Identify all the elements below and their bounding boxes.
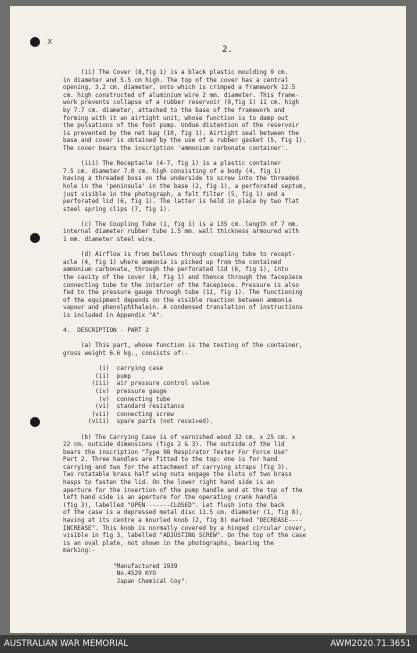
body-text — [63, 69, 407, 585]
text-line: cm. high constructed of aluminium wire 2 mm. diameter. This frame- — [63, 91, 299, 99]
text-line: Part 2. Three handles are fitted to the top: one is for hand — [63, 456, 278, 464]
text-line: in diameter and 5.5 cm high. The top of the cover has a central — [63, 76, 289, 84]
text-line: is prevented by the net bag (10, fig 1). Airtight seal between the — [63, 129, 299, 137]
text-line: The cover bears the inscription 'ammonium carbonate container'. — [63, 144, 289, 152]
text-line: hole in the 'peninsula' in the base (2, fig 1), a perforated septum, — [63, 182, 307, 190]
text-line — [63, 244, 407, 252]
text-line: opening, 3.2 cm. diameter, onto which is crimped a framework 12.5 — [63, 84, 296, 92]
footer-bar — [0, 635, 417, 653]
footer-source: AUSTRALIAN WAR MEMORIAL — [4, 639, 129, 649]
text-line: of the equipment depends on the visible reaction between ammonia — [63, 296, 292, 304]
text-line — [63, 555, 407, 563]
text-line: by 7.7 cm. diameter, attached to the base of the framework and — [63, 106, 285, 114]
text-line: just visible in the photograph, a felt filter (5, fig 1) and a — [63, 190, 285, 198]
text-line: (d) Airflow is from bellows through coupling tube to recept- — [63, 251, 296, 259]
punch-hole — [30, 417, 40, 427]
text-line: (viii) spare parts (not received). — [63, 418, 214, 426]
text-line: having at its centre a knurled knob (2, fig 8) marked "DECREASE---- — [63, 517, 303, 525]
text-line: (i) carrying case — [63, 365, 164, 373]
page-number: 2. — [222, 45, 233, 55]
text-line: vapour and phenolphthalein. A condensed translation of instructions — [63, 304, 303, 312]
text-line — [63, 335, 407, 343]
text-line: bears the inscription "Type 98 Respirator Tester For Force Use" — [63, 448, 289, 456]
text-line: (iv) pressure gauge — [63, 387, 167, 395]
text-line: (b) The Carrying Case is of varnished wood 32 cm. x 25 cm. x — [63, 433, 296, 441]
text-line: aperture for the insertion of the pump handle and at the top of the — [63, 486, 303, 494]
text-line: left hand side is an aperture for the operating crank handle — [63, 494, 278, 502]
text-line: (fig 3), labelled "OPEN ------CLOSED". Let flush into the back — [63, 501, 285, 509]
text-line: 22 cm. outside dimensions (figs 2 & 3). The outside of the lid — [63, 441, 285, 449]
text-line: INCREASE". This knob is normally covered by a hinged circular cover, — [63, 524, 307, 532]
text-line — [63, 153, 407, 161]
text-line: (c) The Coupling Tube (1, fig 1) is a 135 cm. length of 7 mm. — [63, 220, 299, 228]
document-page — [10, 6, 406, 633]
text-line — [63, 358, 407, 366]
text-line: (a) This part, whose function is the testing of the container, — [63, 342, 303, 350]
text-line: ammonium carbonate, through the perforated lid (6, fig 1), into — [63, 266, 289, 274]
text-line: (vi) standard resistance — [63, 403, 185, 411]
text-line: having a threaded boss on the underside to screw into the threaded — [63, 175, 299, 183]
text-line: (iii) The Receptacle (4-7, fig 1) is a plastic container — [63, 160, 282, 168]
text-line: is an oval plate, not shown in the photographs, bearing the — [63, 539, 274, 547]
text-line — [63, 320, 407, 328]
text-line: internal diameter rubber tube 1.5 mm. wall thickness armoured with — [63, 228, 299, 236]
text-line: 7.5 cm. diameter 7.0 cm. high consisting of a body (4, fig 1) — [63, 167, 282, 175]
text-line: 1 mm. diameter steel wire. — [63, 236, 156, 244]
text-line: No.4529 KYO — [63, 570, 156, 578]
punch-hole — [30, 233, 40, 243]
text-line: the cavity of the cover (8, fig 1) and thence through the facepiece — [63, 274, 303, 282]
text-line: (ii) pump — [63, 372, 131, 380]
text-line: acle (4, fig 1) where ammonia is picked up from the contained — [63, 258, 282, 266]
text-line: is included in Appendix "A". — [63, 312, 164, 319]
text-line: work prevents collapse of a rubber reservoir (9,fig 1) 11 cm. high — [63, 99, 299, 107]
text-line: perforated lid (6, fig 1). The latter is held in place by two flat — [63, 198, 299, 206]
corner-mark: x — [47, 37, 53, 47]
text-line: gross weight 6.6 kg., consists of:- — [63, 349, 189, 357]
text-line: hasps to fasten the lid. On the lower right hand side is an — [63, 479, 274, 487]
text-line — [63, 213, 407, 221]
text-line: (vii) connecting screw — [63, 410, 174, 418]
footer-accession: AWM2020.71.3651 — [330, 639, 411, 649]
text-line: forming with it an airtight unit, whose function is to damp out — [63, 114, 289, 122]
text-line: Japan Chemical Coy". — [63, 577, 189, 585]
text-line: marking:- — [63, 547, 96, 555]
text-line: steel spring clips (7, fig 1). — [63, 205, 171, 213]
text-line — [63, 426, 407, 434]
text-line: base and cover is obtained by the use of a rubber gasket (5, fig 1). — [63, 137, 307, 145]
text-line: (v) connecting tube — [63, 395, 171, 403]
text-line: (ii) The Cover (8,fig 1) is a black plastic moulding 9 cm. — [63, 69, 289, 76]
punch-hole — [30, 37, 40, 47]
text-line: "Manufactured 1939 — [63, 562, 178, 570]
text-line: carrying and two for the attachment of carrying straps (fig 3). — [63, 463, 289, 471]
text-line: Two rotatable brass half wing nuts engage the slots of two brass — [63, 471, 292, 479]
text-line: visible in fig 3, labelled "ADJUSTING SCREW". On the top of the case — [63, 532, 307, 540]
text-line: connecting tube to the interior of the facepiece. Pressure is also — [63, 281, 299, 289]
text-line: 4. DESCRIPTION - PART 2 — [63, 327, 149, 335]
text-line: of the case is a depressed metal disc 11.5 cm. diameter (1, fig 8), — [63, 509, 303, 517]
text-line: the pulsations of the foot pump. Undue distention of the reservoir — [63, 122, 299, 130]
text-line: fed to the pressure gauge through tube (11, fig 1). The functioning — [63, 289, 303, 297]
text-line: (iii) air pressure control valve — [63, 380, 210, 388]
